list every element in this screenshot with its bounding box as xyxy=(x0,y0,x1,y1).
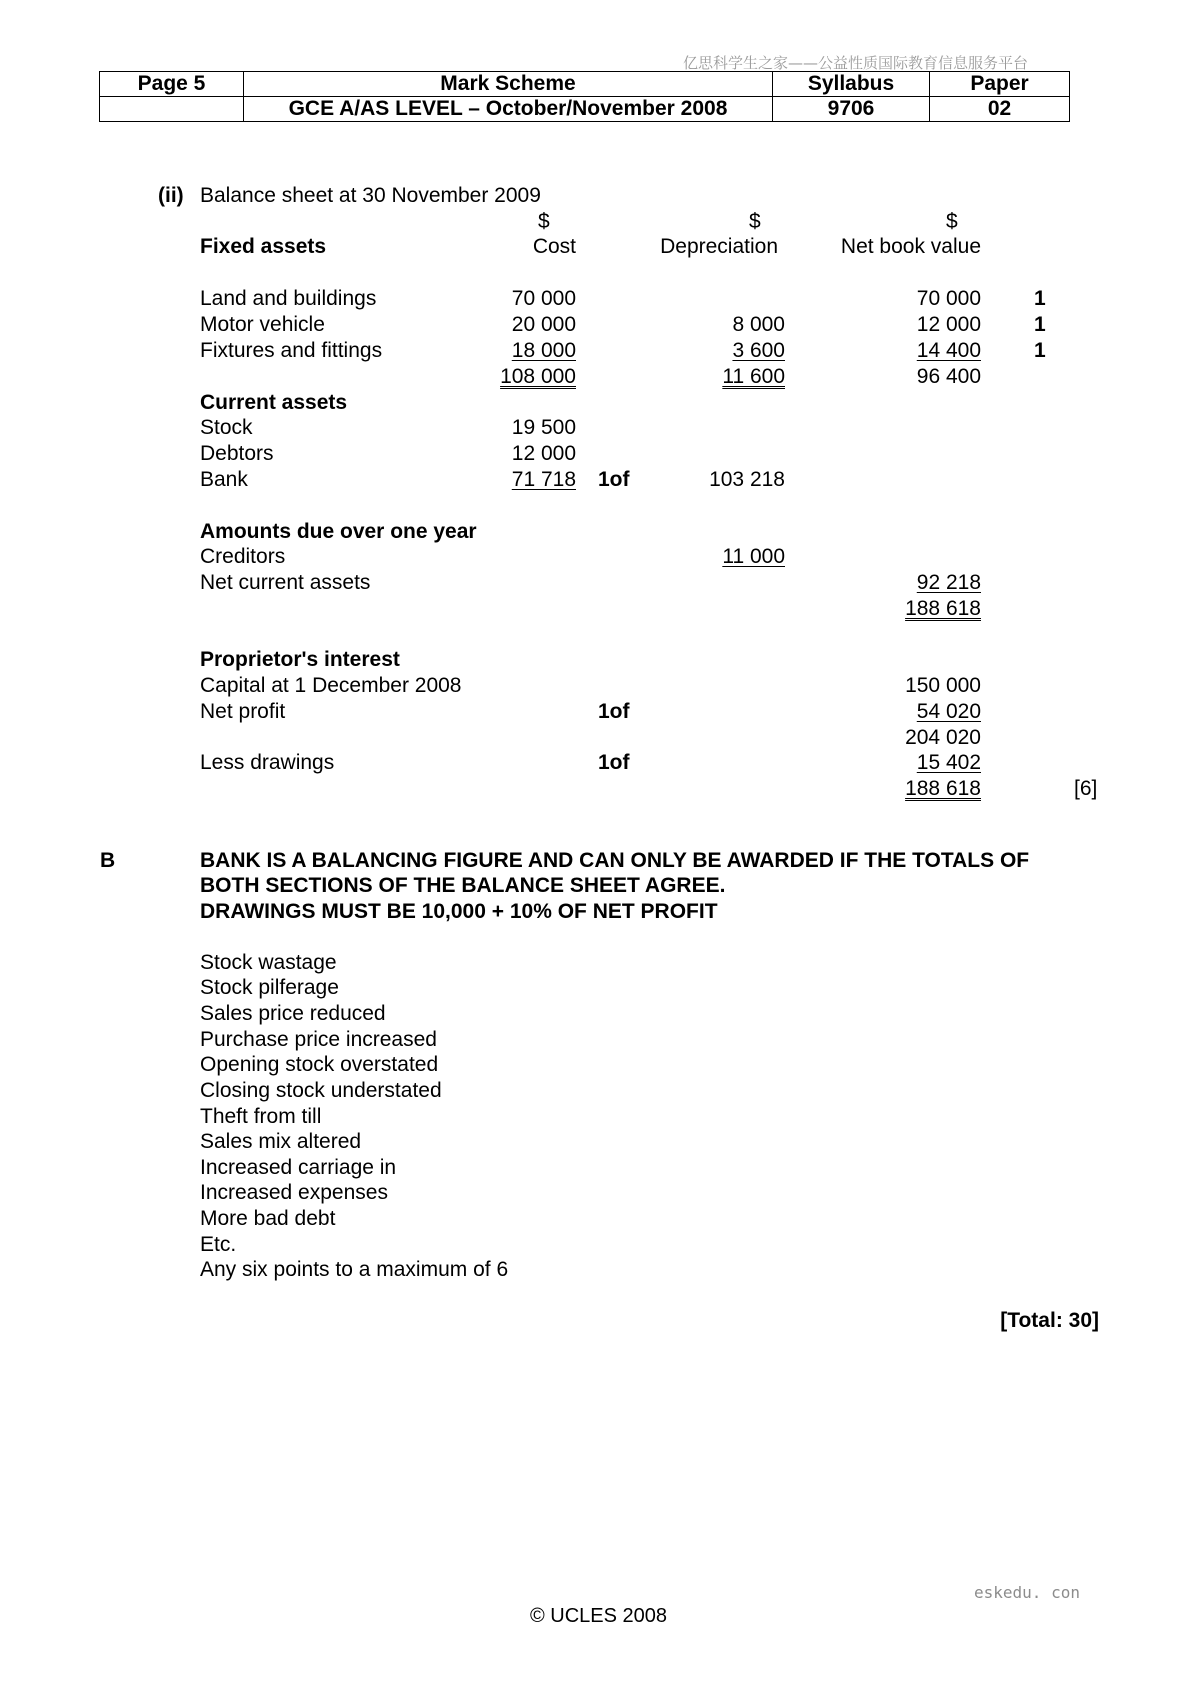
nbv-heading: Net book value xyxy=(840,235,981,258)
list-item: Theft from till xyxy=(200,1105,322,1128)
site-watermark: eskedu. con xyxy=(974,1583,1080,1602)
current-assets-heading: Current assets xyxy=(200,391,348,414)
list-item: Etc. xyxy=(200,1233,237,1256)
exam-title: GCE A/AS LEVEL – October/November 2008 xyxy=(244,97,773,122)
net-profit-value: 54 020 xyxy=(916,700,981,723)
nbv-currency: $ xyxy=(946,210,958,233)
net-current-assets-value: 92 218 xyxy=(916,571,981,594)
fixed-asset-cost: 18 000 xyxy=(511,339,576,362)
debtors-value: 12 000 xyxy=(511,442,576,465)
drawings-label: Less drawings xyxy=(200,751,335,774)
fixed-asset-nbv: 14 400 xyxy=(916,339,981,362)
bank-value: 71 718 xyxy=(511,468,576,491)
net-assets-total: 188 618 xyxy=(905,597,981,620)
net-current-assets-label: Net current assets xyxy=(200,571,371,594)
paper-value: 02 xyxy=(930,97,1070,122)
fixed-asset-label: Motor vehicle xyxy=(200,313,325,336)
list-item: More bad debt xyxy=(200,1207,336,1230)
bank-mark: 1of xyxy=(598,468,630,491)
copyright-footer: © UCLES 2008 xyxy=(530,1605,668,1627)
depreciation-currency: $ xyxy=(749,210,761,233)
capital-label: Capital at 1 December 2008 xyxy=(200,674,462,697)
stock-label: Stock xyxy=(200,416,253,439)
paper-label: Paper xyxy=(930,72,1070,97)
mark: 1 xyxy=(1034,339,1046,362)
part-label: (ii) xyxy=(158,184,184,207)
section-b-note-line2: BOTH SECTIONS OF THE BALANCE SHEET AGREE. xyxy=(200,874,726,897)
question-total: [Total: 30] xyxy=(1000,1309,1099,1332)
list-item: Any six points to a maximum of 6 xyxy=(200,1258,509,1281)
capital-value: 150 000 xyxy=(905,674,981,697)
list-item: Opening stock overstated xyxy=(200,1053,439,1076)
depreciation-heading: Depreciation xyxy=(660,235,778,258)
fixed-assets-nbv-total: 96 400 xyxy=(916,365,981,388)
debtors-label: Debtors xyxy=(200,442,274,465)
list-item: Sales price reduced xyxy=(200,1002,386,1025)
syllabus-value: 9706 xyxy=(773,97,930,122)
fixed-asset-cost: 70 000 xyxy=(511,287,576,310)
section-b-label: B xyxy=(100,849,116,872)
section-marks: [6] xyxy=(1074,777,1098,800)
balance-sheet-title: Balance sheet at 30 November 2009 xyxy=(200,184,541,207)
mark: 1 xyxy=(1034,287,1046,310)
fixed-asset-depreciation: 3 600 xyxy=(732,339,785,362)
watermark-text: 亿思科学生之家——公益性质国际教育信息服务平台 xyxy=(683,54,1029,72)
fixed-assets-heading: Fixed assets xyxy=(200,235,327,258)
list-item: Closing stock understated xyxy=(200,1079,442,1102)
list-item: Stock wastage xyxy=(200,951,337,974)
list-item: Stock pilferage xyxy=(200,976,339,999)
creditors-label: Creditors xyxy=(200,545,286,568)
creditors-value: 11 000 xyxy=(722,545,785,568)
section-b-note-line1: BANK IS A BALANCING FIGURE AND CAN ONLY BE AWARDED IF THE TOTALS OF xyxy=(200,849,1030,872)
bank-label: Bank xyxy=(200,468,248,491)
header-empty-cell xyxy=(100,97,244,122)
cost-heading: Cost xyxy=(532,235,576,258)
fixed-asset-depreciation: 8 000 xyxy=(732,313,785,336)
fixed-asset-nbv: 70 000 xyxy=(916,287,981,310)
list-item: Purchase price increased xyxy=(200,1028,437,1051)
fixed-assets-depreciation-total: 11 600 xyxy=(722,365,785,388)
fixed-assets-cost-total: 108 000 xyxy=(500,365,576,388)
section-b-note-line3: DRAWINGS MUST BE 10,000 + 10% OF NET PROFIT xyxy=(200,900,718,923)
subtotal-value: 204 020 xyxy=(905,726,981,749)
current-assets-total: 103 218 xyxy=(709,468,785,491)
fixed-asset-label: Land and buildings xyxy=(200,287,377,310)
header-table xyxy=(99,71,1070,122)
page-number: Page 5 xyxy=(100,72,244,97)
stock-value: 19 500 xyxy=(511,416,576,439)
net-profit-mark: 1of xyxy=(598,700,630,723)
fixed-asset-nbv: 12 000 xyxy=(916,313,981,336)
list-item: Increased expenses xyxy=(200,1181,388,1204)
mark: 1 xyxy=(1034,313,1046,336)
drawings-mark: 1of xyxy=(598,751,630,774)
list-item: Sales mix altered xyxy=(200,1130,362,1153)
cost-currency: $ xyxy=(538,210,550,233)
list-item: Increased carriage in xyxy=(200,1156,397,1179)
drawings-value: 15 402 xyxy=(916,751,981,774)
proprietor-heading: Proprietor's interest xyxy=(200,648,400,671)
proprietor-total: 188 618 xyxy=(905,777,981,800)
fixed-asset-label: Fixtures and fittings xyxy=(200,339,383,362)
fixed-asset-cost: 20 000 xyxy=(511,313,576,336)
mark-scheme-title: Mark Scheme xyxy=(244,72,773,97)
liabilities-heading: Amounts due over one year xyxy=(200,520,477,543)
syllabus-label: Syllabus xyxy=(773,72,930,97)
net-profit-label: Net profit xyxy=(200,700,286,723)
